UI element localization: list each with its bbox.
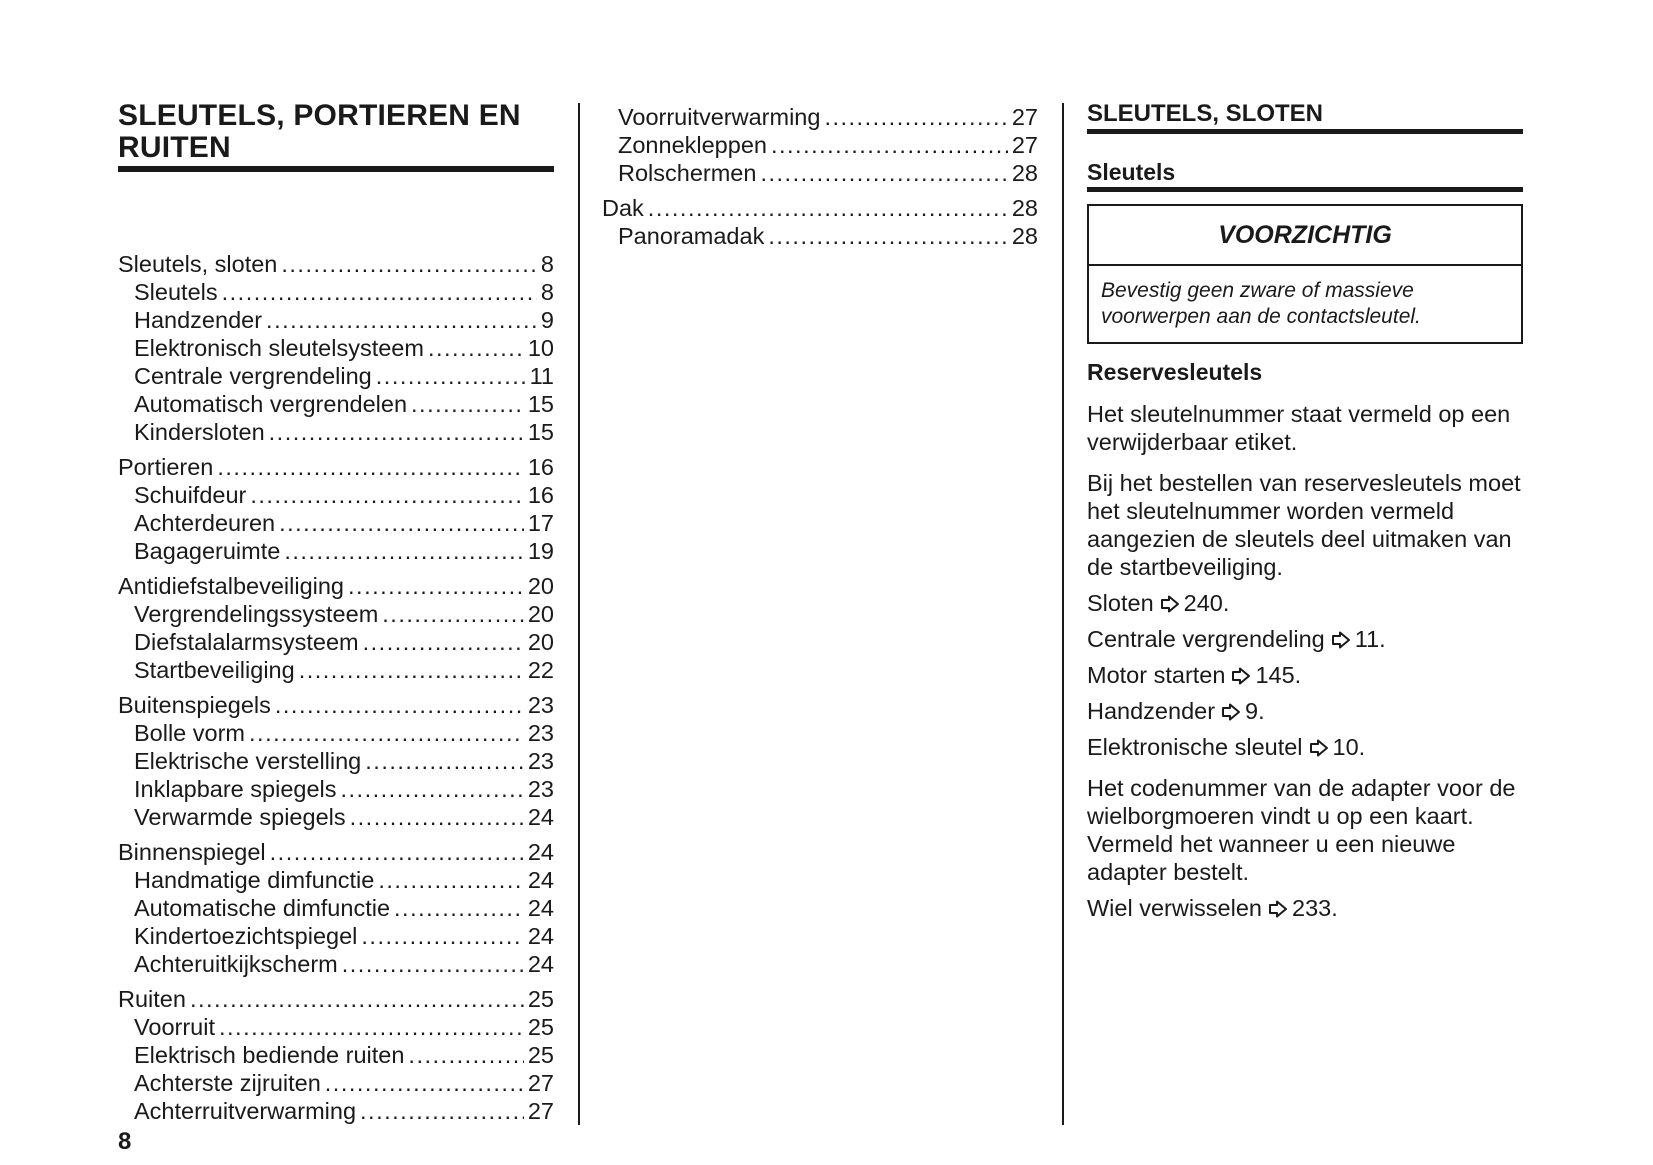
- cross-references: [1087, 589, 1523, 761]
- toc-leader-dots: [250, 481, 524, 509]
- toc-entry-label: Elektrisch bediende ruiten: [134, 1042, 405, 1068]
- toc-entry-page: 23: [527, 692, 554, 718]
- toc-entry-label: Elektronisch sleutelsysteem: [134, 335, 424, 361]
- toc-entry-page: 23: [527, 720, 554, 746]
- toc-entry-label: Zonnekleppen: [618, 132, 767, 158]
- toc-entry-page: 24: [527, 804, 554, 830]
- toc-entry-label: Voorruitverwarming: [618, 104, 821, 130]
- toc-entry-page: 15: [527, 391, 554, 417]
- toc-entry-page: 9: [540, 307, 554, 333]
- toc-entry-page: 23: [527, 748, 554, 774]
- toc-entry-label: Elektrische verstelling: [134, 748, 362, 774]
- toc-leader-dots: [299, 656, 524, 684]
- toc-leader-dots: [266, 306, 537, 334]
- toc-group: [602, 103, 1038, 187]
- toc-subentry[interactable]: [118, 509, 554, 537]
- toc-entry-label: Handmatige dimfunctie: [134, 867, 375, 893]
- cross-reference-text: Motor starten: [1087, 662, 1226, 688]
- toc-entry[interactable]: [118, 838, 554, 866]
- toc-entry[interactable]: [118, 985, 554, 1013]
- toc-entry-label: Binnenspiegel: [118, 839, 266, 865]
- toc-subentry[interactable]: [118, 537, 554, 565]
- paragraph: Het sleutelnummer staat vermeld op een verwijderbaar etiket.: [1087, 401, 1511, 455]
- toc-entry-page: 20: [527, 629, 554, 655]
- toc-group: [118, 985, 554, 1125]
- column-divider: [578, 103, 580, 1125]
- toc-entry-label: Kindersloten: [134, 419, 265, 445]
- toc-subentry[interactable]: [118, 747, 554, 775]
- toc-entry-page: 27: [1011, 104, 1038, 130]
- page-number: 8: [118, 1128, 132, 1155]
- toc-entry-page: 22: [527, 657, 554, 683]
- toc-subentry[interactable]: [118, 334, 554, 362]
- toc-leader-dots: [382, 600, 524, 628]
- table-of-contents: [118, 250, 554, 1125]
- toc-subentry[interactable]: [602, 159, 1038, 187]
- toc-entry-label: Bolle vorm: [134, 720, 246, 746]
- toc-entry-label: Ruiten: [118, 986, 186, 1012]
- toc-entry-label: Antidiefstalbeveiliging: [118, 573, 345, 599]
- toc-entry-page: 28: [1011, 195, 1038, 221]
- toc-entry-page: 10: [527, 335, 554, 361]
- toc-entry-page: 20: [527, 601, 554, 627]
- toc-subentry[interactable]: [118, 1013, 554, 1041]
- toc-entry-page: 17: [527, 510, 554, 536]
- toc-subentry[interactable]: [602, 222, 1038, 250]
- cross-reference-page: 10.: [1332, 734, 1366, 760]
- toc-entry-label: Centrale vergrendeling: [134, 363, 372, 389]
- toc-leader-dots: [190, 985, 524, 1013]
- toc-entry-label: Panoramadak: [618, 223, 765, 249]
- toc-leader-dots: [219, 1013, 524, 1041]
- cross-reference-text: Wiel verwisselen: [1087, 895, 1262, 921]
- toc-group: [118, 453, 554, 565]
- toc-entry-page: 24: [527, 895, 554, 921]
- toc-column-1: [118, 100, 554, 1132]
- toc-leader-dots: [275, 691, 524, 719]
- toc-entry-label: Achterste zijruiten: [134, 1070, 321, 1096]
- toc-entry-page: 27: [1011, 132, 1038, 158]
- toc-entry-label: Inklapbare spiegels: [134, 776, 337, 802]
- toc-leader-dots: [824, 103, 1007, 131]
- toc-leader-dots: [648, 194, 1008, 222]
- cross-reference: [1087, 733, 1523, 761]
- cross-reference: [1087, 697, 1523, 725]
- toc-subentry[interactable]: [118, 278, 554, 306]
- toc-entry-page: 8: [540, 251, 554, 277]
- toc-subentry[interactable]: [118, 803, 554, 831]
- toc-subentry[interactable]: [118, 775, 554, 803]
- toc-entry-page: 11: [529, 363, 554, 389]
- toc-entry-label: Automatisch vergrendelen: [134, 391, 408, 417]
- chapter-title: SLEUTELS, PORTIEREN EN RUITEN: [118, 100, 554, 172]
- toc-leader-dots: [348, 572, 524, 600]
- page-reference-arrow-icon: [1231, 667, 1251, 685]
- toc-subentry[interactable]: [118, 600, 554, 628]
- content-column: [1087, 100, 1523, 922]
- cross-reference-text: Centrale vergrendeling: [1087, 626, 1325, 652]
- toc-group: [118, 250, 554, 446]
- section-title: SLEUTELS, SLOTEN: [1087, 100, 1523, 134]
- toc-entry-page: 20: [527, 573, 554, 599]
- toc-leader-dots: [428, 334, 524, 362]
- toc-entry-label: Rolschermen: [618, 160, 757, 186]
- toc-leader-dots: [341, 775, 524, 803]
- toc-subentry[interactable]: [118, 418, 554, 446]
- cross-reference-text: Handzender: [1087, 698, 1216, 724]
- caution-box: [1087, 204, 1523, 344]
- toc-leader-dots: [279, 509, 524, 537]
- paragraph: Het codenummer van de adapter voor de wielborgmoeren vindt u op een kaart. Vermeld het wanneer u een nieuwe adapter bestelt.: [1087, 775, 1516, 885]
- toc-entry-label: Kindertoezichtspiegel: [134, 923, 358, 949]
- toc-entry-label: Diefstalalarmsysteem: [134, 629, 359, 655]
- toc-entry-label: Startbeveiliging: [134, 657, 295, 683]
- toc-entry-page: 23: [527, 776, 554, 802]
- toc-entry-label: Voorruit: [134, 1014, 215, 1040]
- toc-entry-label: Portieren: [118, 454, 214, 480]
- cross-reference-text: Elektronische sleutel: [1087, 734, 1303, 760]
- toc-entry-label: Bagageruimte: [134, 538, 281, 564]
- toc-leader-dots: [365, 747, 524, 775]
- toc-subentry[interactable]: [118, 894, 554, 922]
- toc-leader-dots: [363, 628, 524, 656]
- toc-leader-dots: [360, 1097, 524, 1125]
- toc-subentry[interactable]: [118, 1069, 554, 1097]
- toc-leader-dots: [378, 866, 524, 894]
- caution-text: Bevestig geen zware of massieve voorwerpen aan de contactsleutel.: [1101, 279, 1421, 328]
- toc-entry-page: 25: [527, 1042, 554, 1068]
- toc-entry-label: Automatische dimfunctie: [134, 895, 391, 921]
- toc-leader-dots: [284, 537, 524, 565]
- toc-subentry[interactable]: [118, 481, 554, 509]
- toc-entry-label: Handzender: [134, 307, 263, 333]
- toc-leader-dots: [768, 222, 1008, 250]
- page-reference-arrow-icon: [1331, 631, 1351, 649]
- page-reference-arrow-icon: [1160, 595, 1180, 613]
- cross-reference: [1087, 894, 1523, 922]
- toc-entry-page: 24: [527, 951, 554, 977]
- toc-leader-dots: [394, 894, 524, 922]
- toc-entry-page: 27: [527, 1070, 554, 1096]
- page-reference-arrow-icon: [1268, 900, 1288, 918]
- cross-reference-page: 9.: [1245, 698, 1265, 724]
- toc-leader-dots: [281, 250, 537, 278]
- toc-group: [118, 691, 554, 831]
- toc-entry-label: Achterdeuren: [134, 510, 276, 536]
- toc-subentry[interactable]: [118, 866, 554, 894]
- toc-leader-dots: [222, 278, 537, 306]
- cross-reference: [1087, 589, 1523, 617]
- cross-reference-page: 240.: [1183, 590, 1230, 616]
- toc-entry-label: Achterruitverwarming: [134, 1098, 357, 1124]
- cross-reference: [1087, 661, 1523, 689]
- toc-leader-dots: [411, 390, 524, 418]
- toc-entry-page: 28: [1011, 160, 1038, 186]
- toc-subentry[interactable]: [118, 656, 554, 684]
- toc-entry[interactable]: [118, 691, 554, 719]
- toc-leader-dots: [342, 950, 524, 978]
- toc-entry-label: Dak: [602, 195, 644, 221]
- toc-leader-dots: [408, 1041, 523, 1069]
- toc-subentry[interactable]: [118, 390, 554, 418]
- toc-subentry[interactable]: [118, 719, 554, 747]
- toc-group: [118, 572, 554, 684]
- toc-leader-dots: [376, 362, 526, 390]
- toc-entry-label: Sleutels: [134, 279, 218, 305]
- toc-entry-page: 19: [527, 538, 554, 564]
- toc-subentry[interactable]: [602, 103, 1038, 131]
- caution-heading: VOORZICHTIG: [1089, 206, 1521, 266]
- toc-leader-dots: [771, 131, 1008, 159]
- toc-leader-dots: [361, 922, 523, 950]
- spare-keys-heading: Reservesleutels: [1087, 359, 1263, 385]
- toc-leader-dots: [325, 1069, 524, 1097]
- toc-entry[interactable]: [118, 572, 554, 600]
- toc-entry-page: 24: [527, 923, 554, 949]
- paragraph: Bij het bestellen van reservesleutels moet het sleutelnummer worden vermeld aangezien de sleutels deel uitmaken van de startbeveiliging.: [1087, 470, 1521, 580]
- toc-entry[interactable]: [118, 453, 554, 481]
- toc-entry[interactable]: [602, 194, 1038, 222]
- toc-entry-page: 28: [1011, 223, 1038, 249]
- toc-leader-dots: [270, 838, 524, 866]
- toc-subentry[interactable]: [118, 922, 554, 950]
- toc-entry-page: 8: [540, 279, 554, 305]
- toc-subentry[interactable]: [118, 1041, 554, 1069]
- toc-entry-page: 27: [527, 1098, 554, 1124]
- cross-reference-page: 145.: [1255, 662, 1302, 688]
- cross-reference-text: Sloten: [1087, 590, 1154, 616]
- toc-entry-label: Verwarmde spiegels: [134, 804, 346, 830]
- toc-entry-page: 25: [527, 1014, 554, 1040]
- cross-reference-page: 233.: [1292, 895, 1338, 921]
- toc-group: [118, 838, 554, 978]
- toc-leader-dots: [350, 803, 524, 831]
- toc-entry-label: Vergrendelingssysteem: [134, 601, 379, 627]
- toc-leader-dots: [217, 453, 524, 481]
- toc-entry-label: Buitenspiegels: [118, 692, 271, 718]
- toc-subentry[interactable]: [118, 950, 554, 978]
- toc-entry-label: Sleutels, sloten: [118, 251, 278, 277]
- toc-group: [602, 194, 1038, 250]
- toc-column-2: [602, 103, 1038, 257]
- toc-entry[interactable]: [118, 250, 554, 278]
- column-divider: [1062, 103, 1064, 1125]
- toc-entry-page: 15: [527, 419, 554, 445]
- toc-entry-label: Schuifdeur: [134, 482, 247, 508]
- toc-subentry[interactable]: [118, 306, 554, 334]
- page-reference-arrow-icon: [1221, 703, 1241, 721]
- toc-leader-dots: [269, 418, 524, 446]
- toc-entry-page: 24: [527, 867, 554, 893]
- page-reference-arrow-icon: [1309, 739, 1329, 757]
- toc-entry-label: Achteruitkijkscherm: [134, 951, 338, 977]
- toc-subentry[interactable]: [118, 362, 554, 390]
- toc-leader-dots: [249, 719, 524, 747]
- toc-entry-page: 16: [527, 454, 554, 480]
- cross-reference-page: 11.: [1354, 626, 1386, 652]
- subsection-title: Sleutels: [1087, 158, 1523, 192]
- toc-leader-dots: [760, 159, 1007, 187]
- toc-subentry[interactable]: [118, 1097, 554, 1125]
- table-of-contents-continued: [602, 103, 1038, 250]
- toc-subentry[interactable]: [602, 131, 1038, 159]
- cross-reference: [1087, 625, 1523, 653]
- toc-subentry[interactable]: [118, 628, 554, 656]
- toc-entry-page: 16: [527, 482, 554, 508]
- toc-entry-page: 24: [527, 839, 554, 865]
- toc-entry-page: 25: [527, 986, 554, 1012]
